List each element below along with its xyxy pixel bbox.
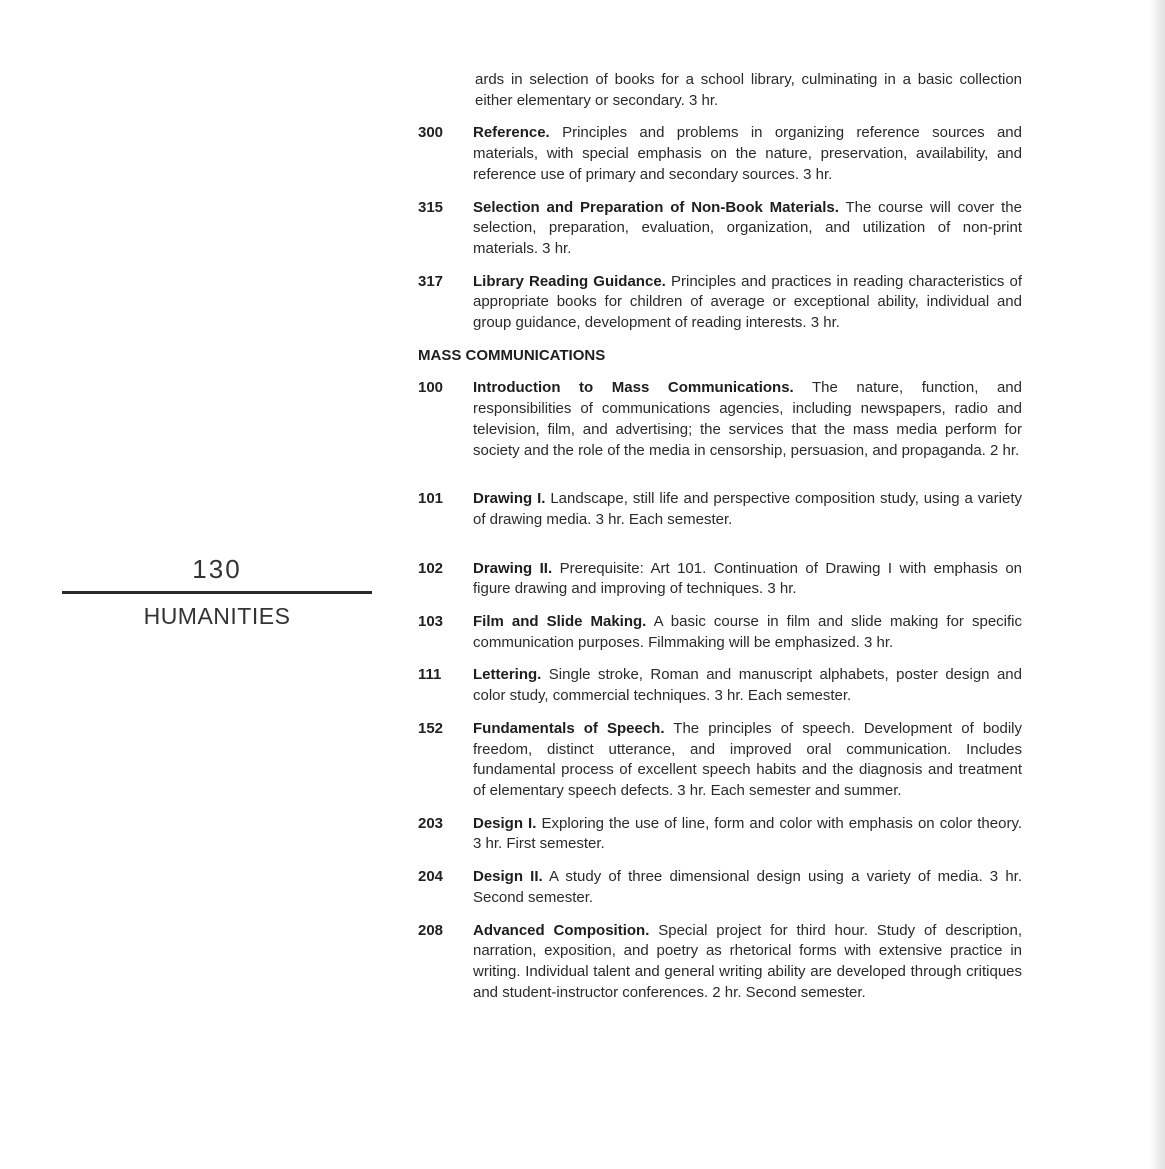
course-entry — [418, 559, 1022, 600]
course-text — [473, 719, 1022, 802]
course-title: Fundamentals of Speech. — [473, 719, 665, 737]
course-description: Single stroke, Roman and manuscript alphabets, poster design and color study, commercial techniques. 3 hr. Each semester. — [473, 666, 1022, 705]
course-number: 100 — [418, 379, 444, 397]
course-entry — [418, 272, 1022, 334]
course-number: 101 — [418, 490, 444, 508]
course-number: 300 — [418, 124, 444, 142]
course-text — [473, 612, 1022, 653]
course-text — [473, 559, 1022, 600]
course-entry — [418, 867, 1022, 908]
course-text — [473, 665, 1022, 706]
course-description: Special project for third hour. Study of description, narration, exposition, and poetry as rhetorical forms with extensive practice in writing. Individual talent and general writing ability are developed through critiques and student-instructor conferences. 2 hr. Second semester. — [473, 921, 1023, 1001]
course-text — [473, 814, 1022, 855]
course-title: Design II. — [473, 868, 543, 886]
course-title: Drawing I. — [473, 490, 546, 508]
course-text — [473, 489, 1022, 530]
page-number: 130 — [192, 554, 242, 584]
course-number: 111 — [418, 666, 442, 684]
course-title: Advanced Composition. — [473, 921, 650, 939]
course-entry — [418, 921, 1022, 1004]
course-entry — [418, 198, 1022, 260]
course-text — [473, 272, 1022, 334]
course-description: Exploring the use of line, form and color with emphasis on color theory. 3 hr. First semester. — [473, 814, 1023, 853]
course-entry — [418, 378, 1022, 461]
section-name: HUMANITIES — [143, 603, 291, 629]
course-title: Drawing II. — [473, 559, 553, 577]
course-description: The nature, function, and responsibilities of communications agencies, including newspapers, radio and television, film, and advertising; the services that the mass media perform for society and the role of the media in censorship, persuasion, and propaganda. 2 hr. — [473, 379, 1022, 459]
course-number: 103 — [418, 613, 444, 631]
course-title: Reference. — [473, 124, 550, 142]
course-number: 208 — [418, 921, 444, 939]
mass-communications-heading: MASS COMMUNICATIONS — [418, 346, 606, 364]
intro-paragraph: ards in selection of books for a school library, culminating in a basic collection either elementary or secondary. 3 hr. — [475, 71, 1022, 109]
course-description: A basic course in film and slide making for specific communication purposes. Filmmaking will be emphasized. 3 hr. — [473, 613, 1022, 651]
course-text — [473, 198, 1022, 260]
course-listing — [418, 70, 1022, 1003]
course-number: 204 — [418, 868, 444, 886]
margin-header — [62, 552, 372, 631]
course-number: 152 — [418, 719, 444, 737]
page-edge-shadow — [1150, 0, 1165, 1169]
course-text — [473, 867, 1022, 908]
course-text — [473, 921, 1022, 1004]
course-number: 102 — [418, 559, 444, 577]
course-description: Landscape, still life and perspective composition study, using a variety of drawing media. 3 hr. Each semester. — [473, 490, 1022, 528]
course-description: Principles and problems in organizing reference sources and materials, with special emphasis on the nature, preservation, availability, and reference use of primary and secondary sources. 3 hr. — [473, 124, 1022, 183]
course-text — [473, 378, 1022, 461]
course-entry — [418, 814, 1022, 855]
course-entry — [418, 489, 1022, 530]
course-title: Library Reading Guidance. — [473, 272, 666, 290]
course-description: The course will cover the selection, preparation, evaluation, organization, and utilization of non-print materials. 3 hr. — [473, 198, 1022, 257]
course-title: Introduction to Mass Communications. — [473, 379, 794, 397]
course-description: A study of three dimensional design using a variety of media. 3 hr. Second semester. — [473, 868, 1022, 906]
course-number: 203 — [418, 814, 444, 832]
course-entry — [418, 719, 1022, 802]
course-title: Film and Slide Making. — [473, 613, 647, 631]
course-entry — [418, 612, 1022, 653]
course-title: Design I. — [473, 814, 537, 832]
course-text — [473, 123, 1022, 185]
course-description: Principles and practices in reading characteristics of appropriate books for children of average or exceptional ability, individual and group guidance, development of reading interests. 3 hr. — [473, 272, 1022, 332]
course-entry — [418, 123, 1022, 185]
course-title: Lettering. — [473, 666, 542, 684]
margin-rule — [62, 591, 372, 594]
course-entry — [418, 665, 1022, 706]
course-number: 317 — [418, 272, 444, 290]
course-description: The principles of speech. Development of bodily freedom, distinct utterance, and improved oral communication. Includes fundamental process of excellent speech habits and the diagnosis and treatment of elementary speech defects. 3 hr. Each semester and summer. — [473, 719, 1023, 799]
course-title: Selection and Preparation of Non-Book Materials. — [473, 198, 839, 216]
course-description: Prerequisite: Art 101. Continuation of Drawing I with emphasis on figure drawing and improving of techniques. 3 hr. — [473, 559, 1022, 598]
course-number: 315 — [418, 198, 444, 216]
